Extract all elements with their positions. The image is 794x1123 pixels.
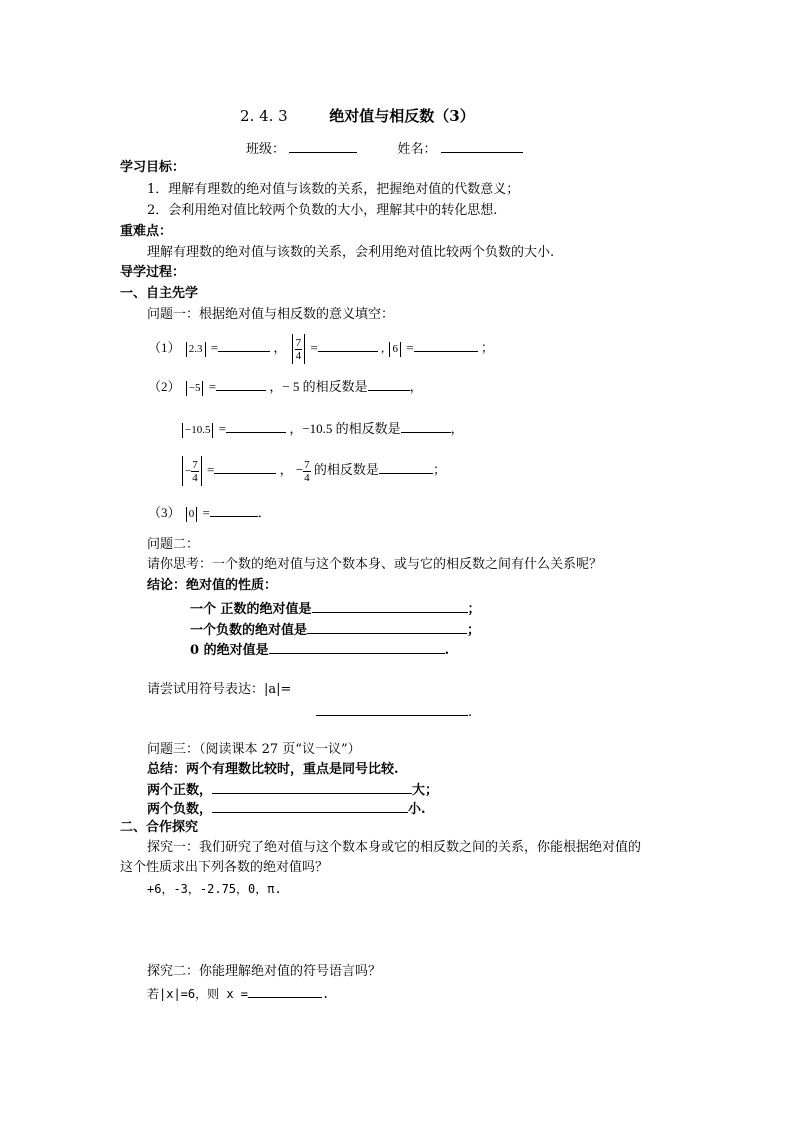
problem-3: （3） 0 = ． — [148, 505, 271, 520]
answer-blank[interactable] — [312, 600, 468, 613]
explore2-question: 若|x|=6，则 x = . — [147, 987, 330, 1001]
name-blank[interactable] — [441, 140, 523, 153]
answer-blank[interactable] — [248, 985, 322, 998]
section1-heading: 一、自主先学 — [120, 286, 199, 301]
title-text: 绝对值与相反数（3） — [329, 107, 475, 125]
summary-positive: 两个正数， 大； — [147, 783, 439, 798]
conclusion-line-2: 一个负数的绝对值是 ； — [190, 623, 481, 638]
problem-1-label: （1） — [148, 339, 181, 355]
objective-item: 1．理解有理数的绝对值与该数的关系，把握绝对值的代数意义； — [147, 182, 520, 197]
title-number: 2. 4. 3 — [240, 107, 288, 125]
process-heading: 导学过程： — [120, 265, 186, 280]
explore1-line-2: 这个性质求出下列各数的绝对值吗？ — [120, 860, 329, 875]
problem-2-row-1: （2） −5 = ，− 5 的相反数是 ， — [148, 379, 423, 394]
section2-heading: 二、合作探究 — [120, 820, 199, 835]
summary-heading: 总结：两个有理数比较时，重点是同号比较. — [147, 762, 399, 777]
answer-blank[interactable] — [269, 641, 445, 654]
class-blank[interactable] — [289, 140, 357, 153]
conclusion-heading: 结论：绝对值的性质： — [147, 578, 278, 593]
question2-label: 问题二： — [147, 537, 200, 552]
answer-blank[interactable] — [214, 461, 276, 474]
key-points-text: 理解有理数的绝对值与该数的关系，会利用绝对值比较两个负数的大小. — [147, 245, 555, 260]
conclusion-line-3: 0 的绝对值是 . — [190, 643, 450, 658]
answer-blank[interactable] — [212, 781, 412, 794]
page-title — [240, 108, 475, 124]
explore2-text: 探究二：你能理解绝对值的符号语言吗？ — [147, 964, 382, 979]
problem-1: （1） 2.3 = ， $\frac{7}{4}$ = , 6 = ； — [148, 334, 494, 364]
answer-blank[interactable] — [368, 378, 410, 391]
answer-blank[interactable] — [218, 339, 270, 352]
student-info — [246, 140, 523, 158]
answer-blank[interactable] — [210, 504, 258, 517]
question1-label: 问题一：根据绝对值与相反数的意义填空： — [147, 307, 395, 322]
conclusion-line-1: 一个 正数的绝对值是 ； — [190, 602, 481, 617]
explore1-numbers: +6，-3，-2.75，0，π. — [147, 882, 282, 896]
key-points-heading: 重难点： — [120, 224, 173, 239]
problem-2-row-2: −10.5 = ，−10.5 的相反数是 ， — [180, 420, 464, 438]
objective-item: 2．会利用绝对值比较两个负数的大小，理解其中的转化思想. — [147, 203, 498, 218]
answer-blank[interactable] — [307, 621, 467, 634]
question3-text: 问题三：（阅读课本 27 页“议一议”） — [147, 742, 361, 757]
objectives-heading: 学习目标： — [120, 160, 186, 175]
answer-blank[interactable] — [318, 339, 378, 352]
question2-text: 请你思考：一个数的绝对值与这个数本身、或与它的相反数之间有什么关系呢？ — [147, 557, 603, 572]
problem-3-label: （3） — [148, 505, 181, 520]
answer-blank[interactable] — [316, 703, 468, 716]
answer-blank[interactable] — [379, 461, 433, 474]
problem-2-row-3: − $\frac{7}{4}$ = ， − $\frac{7}{4}$ 的相反数是 ； — [180, 455, 446, 486]
answer-blank[interactable] — [414, 339, 478, 352]
answer-blank[interactable] — [212, 800, 408, 813]
summary-negative: 两个负数， 小. — [147, 802, 426, 817]
problem-2-label: （2） — [148, 379, 181, 394]
explore1-line-1: 探究一：我们研究了绝对值与这个数本身或它的相反数之间的关系，你能根据绝对值的 — [147, 840, 642, 855]
symbol-prompt: 请尝试用符号表达：|a|= — [147, 682, 292, 697]
answer-blank[interactable] — [216, 378, 266, 391]
name-label: 姓名： — [397, 142, 437, 157]
answer-blank[interactable] — [401, 420, 451, 433]
answer-blank[interactable] — [226, 420, 286, 433]
class-label: 班级： — [246, 142, 286, 157]
symbol-answer: . — [316, 703, 472, 721]
